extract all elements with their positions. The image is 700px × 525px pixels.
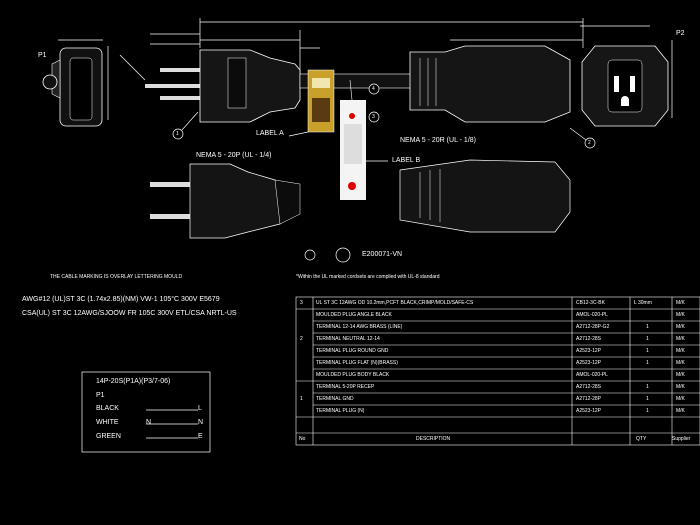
nema-left-label: NEMA 5 - 20P (UL - 1/4) — [196, 152, 272, 159]
label-a-tag — [308, 70, 334, 132]
plug-perspective-view — [150, 164, 300, 238]
pin-row-pin: N — [198, 419, 204, 426]
bom-part: AMOL-020-PL — [576, 312, 608, 318]
cert-note: *Within the UL marked cordsets are complied with UL-8 standard — [296, 274, 440, 280]
bom-no: 1 — [300, 396, 303, 402]
bom-desc: MOULDED PLUG BODY BLACK — [316, 372, 390, 378]
pin-box-title: 14P-20S(P1A)(P3/7-06) — [96, 378, 171, 385]
table-row — [296, 369, 700, 381]
table-row — [296, 357, 700, 369]
bom-desc: MOULDED PLUG ANGLE BLACK — [316, 312, 392, 318]
bom-header-no: No — [299, 436, 306, 442]
bom-desc: TERMINAL PLUG ROUND GND — [316, 348, 389, 354]
table-row — [296, 333, 700, 345]
bom-unit: M/K — [676, 324, 685, 330]
table-row — [296, 297, 700, 309]
cable-marking-line-2: CSA(UL) ST 3C 12AWG/SJOOW FR 105C 300V ETL/CSA NRTL-US — [22, 310, 237, 317]
label-b-text: LABEL B — [392, 157, 421, 164]
bom-qty: 1 — [646, 360, 649, 366]
bom-part: A2712-28P — [576, 396, 602, 402]
bom-desc: TERMINAL 5-20P RECEP — [316, 384, 375, 390]
cert-code: E200071-VN — [362, 251, 403, 258]
bom-qty: 1 — [646, 396, 649, 402]
bom-part: A2712-28P-G2 — [576, 324, 610, 330]
bom-no: 3 — [300, 300, 303, 306]
nema-right-label: NEMA 5 - 20R (UL - 1/8) — [400, 137, 476, 144]
table-row — [296, 309, 700, 321]
receptacle-end-view-p2 — [582, 46, 668, 126]
bom-header-unit: Supplier — [672, 436, 691, 442]
bom-part: CB12-3C-BK — [576, 300, 605, 306]
bom-desc: TERMINAL 12-14 AWG BRASS (LINE) — [316, 324, 403, 330]
bom-unit: M/K — [676, 408, 685, 414]
bom-part: A2523-12P — [576, 348, 602, 354]
callout-4: 4 — [372, 86, 375, 92]
bom-unit: M/K — [676, 300, 685, 306]
pin-row-name: GREEN — [96, 433, 121, 440]
callout-2: 2 — [588, 140, 591, 146]
bom-qty: 1 — [646, 408, 649, 414]
table-row — [296, 393, 700, 405]
bom-part: AMOL-020-PL — [576, 372, 608, 378]
bom-unit: M/K — [676, 312, 685, 318]
bom-part: A2712-28S — [576, 384, 602, 390]
bom-part: A2523-12P — [576, 408, 602, 414]
table-row — [296, 405, 700, 417]
cable-note: THE CABLE MARKING IS OVERLAY LETTERING MOULD — [50, 274, 183, 280]
pin-row-pin: E — [198, 433, 203, 440]
bom-unit: M/K — [676, 348, 685, 354]
table-row — [296, 381, 700, 393]
bom-header-desc: DESCRIPTION — [416, 436, 451, 442]
bom-desc: TERMINAL PLUG FLAT (N)(BRASS) — [316, 360, 398, 366]
pin-row-pin: L — [198, 405, 202, 412]
bom-part: A2523-12P — [576, 360, 602, 366]
table-row — [296, 321, 700, 333]
bom-part: A2712-28S — [576, 336, 602, 342]
bom-qty: 1 — [646, 384, 649, 390]
label-b-tag — [340, 80, 366, 200]
bom-qty: 1 — [646, 324, 649, 330]
bom-qty: 1 — [646, 348, 649, 354]
bom-desc: TERMINAL NEUTRAL 12-14 — [316, 336, 380, 342]
bom-unit: M/K — [676, 372, 685, 378]
bom-qty: L 30mm — [634, 300, 652, 306]
label-a-text: LABEL A — [256, 130, 284, 137]
bom-unit: M/K — [676, 396, 685, 402]
certification-logos — [305, 248, 350, 262]
cable-marking-line-1: AWG#12 (UL)ST 3C (1.74x2.85)(NM) VW-1 105°C 300V E5679 — [22, 296, 220, 303]
bom-qty: 1 — [646, 336, 649, 342]
bom-desc: UL ST 3C 12AWG OD 10.2mm,PCFT BLACK,CRIMP/MOLD/SAFE-CS — [316, 300, 474, 306]
bom-desc: TERMINAL GND — [316, 396, 354, 402]
connector-side-view — [410, 46, 570, 122]
receptacle-perspective-view — [400, 160, 570, 232]
bom-unit: M/K — [676, 336, 685, 342]
pin-row-name: WHITE — [96, 419, 119, 426]
pin-row-name: P1 — [96, 392, 105, 399]
callout-3: 3 — [372, 114, 375, 120]
label-p2: P2 — [676, 30, 685, 37]
pin-row-pin-left: N — [146, 419, 152, 426]
plug-end-view-p1 — [43, 48, 102, 126]
label-p1: P1 — [38, 52, 47, 59]
table-row — [296, 345, 700, 357]
bom-table — [296, 297, 700, 445]
bom-desc: TERMINAL PLUG (N) — [316, 408, 365, 414]
table-header-row — [296, 433, 700, 445]
callout-1: 1 — [176, 131, 179, 137]
bom-unit: M/K — [676, 384, 685, 390]
bom-header-qty: QTY — [636, 436, 647, 442]
bom-no: 2 — [300, 336, 303, 342]
pin-row-name: BLACK — [96, 405, 119, 412]
bom-unit: M/K — [676, 360, 685, 366]
